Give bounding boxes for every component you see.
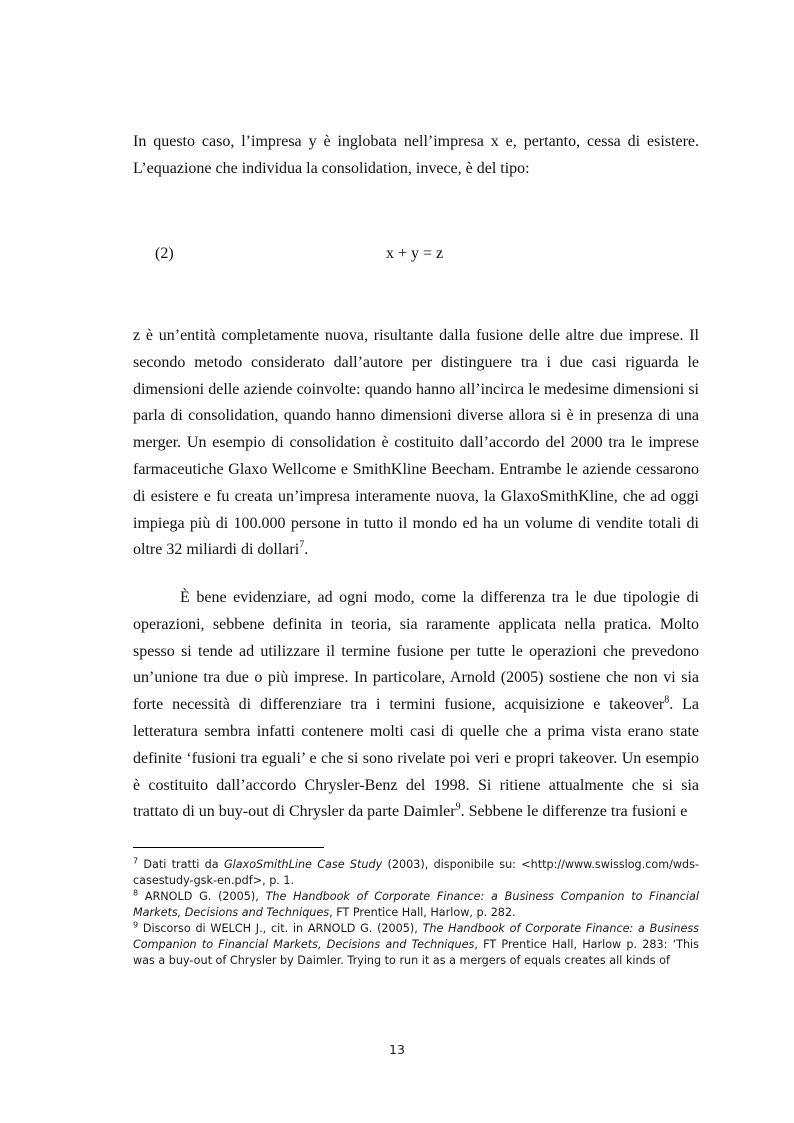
body-paragraph-2	[133, 323, 699, 564]
footnote-ref-8[interactable]: 8	[664, 694, 670, 706]
body-paragraph-3	[133, 585, 699, 826]
footnote-7	[133, 857, 699, 889]
footnote-text: ARNOLD G. (2005),	[138, 890, 266, 903]
footnote-text: Dati tratti da	[138, 858, 224, 871]
footnote-text: Discorso di WELCH J., cit. in ARNOLD G. (2005),	[138, 922, 423, 935]
paragraph-2-text: z è un’entità completamente nuova, risultante dalla fusione delle altre due imprese. Il secondo metodo considerato dall’autore per distinguere tra i due casi riguarda le dimensioni delle aziende coinvolte: quando hanno all’incirca le medesime dimensioni si parla di consolidation, quando hanno dimensioni diverse allora si è in presenza di una merger. Un esempio di consolidation è costituito dall’accordo del 2000 tra le imprese farmaceutiche Glaxo Wellcome e SmithKline Beecham. Entrambe le aziende cessarono di esistere e fu creata un’impresa interamente nuova, la GlaxoSmithKline, che ad oggi impiega più di 100.000 persone in tutto il mondo ed ha un volume di vendite totali di oltre 32 miliardi di dollari	[133, 327, 699, 559]
footnote-ref-9[interactable]: 9	[455, 802, 461, 814]
paragraph-3-text-a: È bene evidenziare, ad ogni modo, come la differenza tra le due tipologie di operazioni, sebbene definita in teoria, sia raramente applicata nella pratica. Molto spesso si tende ad utilizzare il termine fusione per tutte le operazioni che prevedono un’unione tra due o più imprese. In particolare, Arnold (2005) sostiene che non vi sia forte necessità di differenziare tra i termini fusione, acquisizione e takeover	[133, 589, 699, 714]
page-number: 13	[389, 1042, 405, 1057]
footnote-9	[133, 921, 699, 969]
footnote-number: 7	[133, 856, 139, 866]
footnote-italic-title: The Handbook of Corporate Finance: a Business Companion to Financial Markets, Decisions and Techniques	[133, 890, 699, 919]
footnote-separator	[133, 847, 324, 848]
paragraph-3-text-b: . La letteratura sembra infatti contenere molti casi di quelle che a prima vista erano state definite ‘fusioni tra eguali’ e che si sono rivelate poi veri e propri takeover. Un esempio è costituito dall’accordo Chrysler-Benz del 1998. Si ritiene attualmente che si sia trattato di un buy-out di Chrysler da parte Daimler	[133, 696, 700, 821]
footnote-text: , FT Prentice Hall, Harlow, p. 282.	[329, 905, 516, 919]
equation-number: (2)	[155, 245, 174, 262]
footnote-text: , FT Prentice Hall, Harlow p. 283: ‘This was a buy-out of Chrysler by Daimler. Trying to run it as a mergers of equals creates all kinds of	[133, 937, 699, 967]
footnote-number: 9	[133, 920, 139, 930]
footnote-ref-7[interactable]: 7	[299, 540, 305, 552]
footnote-8	[133, 889, 699, 921]
footnote-italic-title: The Handbook of Corporate Finance: a Business Companion to Financial Markets, Decisions and Techniques	[133, 922, 699, 951]
equation-2	[133, 241, 699, 267]
paragraph-2-end: .	[304, 541, 309, 559]
footnote-italic-title: GlaxoSmithLine Case Study	[223, 858, 383, 871]
equation-formula: x + y = z	[386, 245, 444, 262]
footnote-text: (2003), disponibile su: <http://www.swisslog.com/wds-casestudy-gsk-en.pdf>, p. 1.	[133, 858, 699, 887]
body-paragraph-1: In questo caso, l’impresa y è inglobata nell’impresa x e, pertanto, cessa di esistere. L’equazione che individua la consolidation, invece, è del tipo:	[133, 133, 699, 177]
footnote-number: 8	[133, 888, 139, 898]
paragraph-3-text-c: . Sebbene le differenze tra fusioni e	[460, 803, 688, 821]
